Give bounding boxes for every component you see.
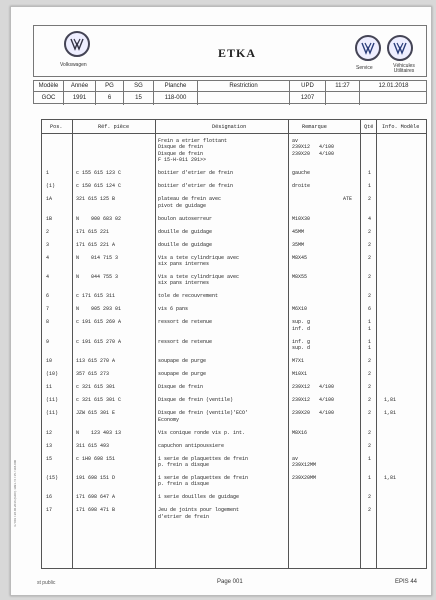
cell-remark: 45MM xyxy=(292,228,305,235)
col-pos: Pos. xyxy=(50,124,63,130)
document-page xyxy=(10,6,432,596)
cell-ref: 171 615 221 xyxy=(76,228,110,235)
cell-ref: 171 615 221 A xyxy=(76,241,116,248)
cell-pos: 15 xyxy=(46,455,53,462)
cell-desc: Vis a tete cylindrique avec xyxy=(158,254,240,261)
cell-qty: 1 xyxy=(368,325,372,332)
cell-desc: ressort de retenue xyxy=(158,319,213,326)
cell-qty: 1 xyxy=(368,183,372,190)
cell-ref: c 321 615 301 C xyxy=(76,397,122,404)
cell-pos: 7 xyxy=(46,306,50,313)
table-row xyxy=(42,443,426,456)
cell-pos: 16 xyxy=(46,494,53,501)
cell-desc: douille de guidage xyxy=(158,228,213,235)
cell-ref: c 191 615 269 A xyxy=(76,319,122,326)
cell-desc: Disque de frein xyxy=(158,150,204,157)
cell-desc: Vis a tete cylindrique avec xyxy=(158,273,240,280)
info-year: Année 1991 xyxy=(64,81,96,105)
info-restriction: Restriction xyxy=(198,81,290,105)
cell-ref: 171 698 647 A xyxy=(76,494,116,501)
info-upd: UPD 1207 xyxy=(290,81,326,105)
cell-desc: 1 serie de plaquettes de frein xyxy=(158,455,249,462)
cell-qty: 2 xyxy=(368,384,372,391)
cell-pos: (10) xyxy=(46,371,59,378)
cell-ref: c 171 615 311 xyxy=(76,293,116,300)
cell-pos: 6 xyxy=(46,293,50,300)
cell-desc: d'etrier de frein xyxy=(158,513,210,520)
cell-desc: p. frein a disque xyxy=(158,461,210,468)
cell-desc: Jeu de joints pour logement xyxy=(158,507,240,514)
cell-qty: 2 xyxy=(368,228,372,235)
cell-desc: six pans internes xyxy=(158,260,210,267)
cell-qty: 2 xyxy=(368,410,372,417)
cell-qty: 2 xyxy=(368,293,372,300)
cell-remark: av xyxy=(292,138,299,144)
cell-pos: 3 xyxy=(46,241,50,248)
cell-ref: c 155 615 123 C xyxy=(76,170,122,177)
cell-desc: douille de guidage xyxy=(158,241,213,248)
cell-ref: c 191 615 270 A xyxy=(76,338,122,345)
cell-qty: 2 xyxy=(368,241,372,248)
table-row xyxy=(42,196,426,215)
footer-right: EPIS 44 xyxy=(395,579,418,585)
cell-ref: 311 615 493 xyxy=(76,442,110,449)
col-desc: Désignation xyxy=(212,124,247,130)
cell-remark: 239X12MM xyxy=(292,461,317,468)
cell-pos: 2 xyxy=(46,228,50,235)
cell-remark: 35MM xyxy=(292,241,305,248)
cell-pos: 13 xyxy=(46,442,53,449)
cell-desc: soupape de purge xyxy=(158,358,207,365)
cell-remark: 239X20MM xyxy=(292,474,317,481)
cell-pos: 12 xyxy=(46,429,53,436)
table-row xyxy=(42,494,426,507)
header-box xyxy=(33,25,427,77)
cell-desc: boitier d'etrier de frein xyxy=(158,183,234,190)
cell-info: 1,81 xyxy=(384,474,397,481)
table-row xyxy=(42,138,426,170)
cell-pos: 4 xyxy=(46,273,50,280)
cell-pos: (15) xyxy=(46,474,59,481)
cell-desc: Disque de frein xyxy=(158,144,204,151)
cell-ref: JZW 615 301 E xyxy=(76,410,116,417)
table-body xyxy=(42,134,426,527)
footer-left: st public xyxy=(37,580,56,586)
cell-remark: 239X12 4/100 xyxy=(292,144,335,151)
cell-pos: (1) xyxy=(46,183,56,190)
footer-page: Page 001 xyxy=(217,579,243,585)
cell-remark: av xyxy=(292,455,299,462)
table-row xyxy=(42,242,426,255)
table-row xyxy=(42,274,426,293)
table-row xyxy=(42,384,426,397)
table-row xyxy=(42,170,426,183)
table-row xyxy=(42,507,426,526)
table-row xyxy=(42,229,426,242)
cell-qty: 1 xyxy=(368,474,372,481)
table-row xyxy=(42,430,426,443)
cell-ref: c 1H0 698 151 xyxy=(76,455,116,462)
cell-ref: 113 615 270 A xyxy=(76,358,116,365)
cell-desc: 1 serie de plaquettes de frein xyxy=(158,474,249,481)
table-row xyxy=(42,306,426,319)
cell-remark: sup. d xyxy=(292,345,311,352)
cell-qty: 2 xyxy=(368,254,372,261)
cell-ref: 171 698 471 B xyxy=(76,507,116,514)
cell-desc: Economy xyxy=(158,416,180,423)
cell-ref: c 150 615 124 C xyxy=(76,183,122,190)
page-title: ETKA xyxy=(218,46,257,60)
vehicle-info-bar xyxy=(33,80,427,104)
col-info: Info. Modèle xyxy=(382,124,420,130)
cell-pos: 8 xyxy=(46,319,50,326)
cell-remark: M8X55 xyxy=(292,273,308,280)
table-row xyxy=(42,371,426,384)
cell-qty: 2 xyxy=(368,429,372,436)
cell-pos: 1A xyxy=(46,196,53,203)
parts-table xyxy=(41,119,427,569)
cell-remark: gauche xyxy=(292,170,311,177)
cell-pos: (11) xyxy=(46,397,59,404)
table-row xyxy=(42,216,426,229)
cell-remark: ATE xyxy=(292,196,353,203)
cell-qty: 2 xyxy=(368,196,372,203)
cell-qty: 2 xyxy=(368,507,372,514)
cell-info: 1,81 xyxy=(384,397,397,404)
cell-pos: 4 xyxy=(46,254,50,261)
cell-remark: inf. d xyxy=(292,325,311,332)
cell-remark: sup. g xyxy=(292,319,311,326)
cell-pos: 11 xyxy=(46,384,53,391)
cell-desc: soupape de purge xyxy=(158,371,207,378)
cell-remark: M10X1 xyxy=(292,371,308,378)
service-label: Service xyxy=(356,65,373,71)
cell-remark: inf. g xyxy=(292,338,311,345)
cell-ref: N 905 293 01 xyxy=(76,306,122,313)
cell-remark: 239X20 4/100 xyxy=(292,410,335,417)
table-row xyxy=(42,255,426,274)
col-ref: Réf. pièce xyxy=(98,124,130,130)
table-row xyxy=(42,475,426,494)
cell-qty: 4 xyxy=(368,215,372,222)
cell-desc: pivot de guidage xyxy=(158,202,207,209)
cell-desc: boulon autoserreur xyxy=(158,215,213,222)
cell-desc: Disque de frein (ventile)'ECO' xyxy=(158,410,249,417)
cell-qty: 1 xyxy=(368,455,372,462)
cell-ref: c 321 615 301 xyxy=(76,384,116,391)
cell-pos: 1B xyxy=(46,215,53,222)
cell-remark: M10X30 xyxy=(292,215,311,222)
cell-qty: 2 xyxy=(368,442,372,449)
cell-pos: (11) xyxy=(46,410,59,417)
cell-desc: F 15-H-011 291>> xyxy=(158,157,207,164)
cell-pos: 17 xyxy=(46,507,53,514)
cell-desc: capuchon antipoussiere xyxy=(158,442,225,449)
info-pg: PG 6 xyxy=(96,81,124,105)
cell-qty: 2 xyxy=(368,358,372,365)
cell-qty: 1 xyxy=(368,170,372,177)
table-row xyxy=(42,319,426,338)
cell-desc: 1 serie douilles de guidage xyxy=(158,494,240,501)
cell-ref: 191 698 151 D xyxy=(76,474,116,481)
cell-qty: 6 xyxy=(368,306,372,313)
cell-remark: M8X16 xyxy=(292,429,308,436)
cell-desc: Vis conique ronde vis p. int. xyxy=(158,429,246,436)
cell-remark: 239X20 4/100 xyxy=(292,150,335,157)
cell-ref: 357 615 273 xyxy=(76,371,110,378)
table-row xyxy=(42,410,426,429)
cell-desc: vis 6 pans xyxy=(158,306,189,313)
vw-utility-logo-icon xyxy=(387,35,413,61)
table-row xyxy=(42,293,426,306)
volkswagen-logo-icon xyxy=(64,31,90,57)
cell-ref: N 900 683 02 xyxy=(76,215,122,222)
cell-desc: p. frein a disque xyxy=(158,481,210,488)
cell-remark: M6X10 xyxy=(292,306,308,313)
info-time: 11:27 xyxy=(326,81,360,105)
cell-desc: Disque de frein xyxy=(158,384,204,391)
table-row xyxy=(42,183,426,196)
info-planche: Planche 118-000 xyxy=(154,81,198,105)
table-row xyxy=(42,456,426,475)
cell-qty: 1 xyxy=(368,338,372,345)
cell-desc: Disque de frein (ventile) xyxy=(158,397,234,404)
cell-qty: 1 xyxy=(368,319,372,326)
cell-qty: 2 xyxy=(368,494,372,501)
cell-remark: 239X12 4/100 xyxy=(292,384,335,391)
cell-pos: 1 xyxy=(46,170,50,177)
vw-service-logo-icon xyxy=(355,35,381,61)
table-row xyxy=(42,397,426,410)
cell-desc: plateau de frein avec xyxy=(158,196,222,203)
cell-pos: 9 xyxy=(46,338,50,345)
cell-desc: boitier d'etrier de frein xyxy=(158,170,234,177)
cell-ref: N 014 715 3 xyxy=(76,254,119,261)
info-date: 12.01.2018 xyxy=(360,81,427,105)
table-row xyxy=(42,358,426,371)
cell-remark: M8X45 xyxy=(292,254,308,261)
cell-ref: N 044 755 3 xyxy=(76,273,119,280)
utility-label: Véhicules Utilitaires xyxy=(393,63,415,74)
cell-desc: Frein a etrier flottant xyxy=(158,138,228,144)
cell-desc: tole de recouvrement xyxy=(158,293,219,300)
cell-remark: 239X12 4/100 xyxy=(292,397,335,404)
brand-label: Volkswagen xyxy=(60,62,87,68)
cell-qty: 2 xyxy=(368,371,372,378)
col-qty: Qté xyxy=(364,124,374,130)
table-header xyxy=(42,120,426,134)
cell-qty: 2 xyxy=(368,397,372,404)
cell-qty: 2 xyxy=(368,273,372,280)
cell-info: 1,81 xyxy=(384,410,397,417)
col-remark: Remarque xyxy=(302,124,327,130)
cell-remark: droite xyxy=(292,183,311,190)
cell-remark: M7X1 xyxy=(292,358,305,365)
cell-desc: six pans internes xyxy=(158,280,210,287)
cell-ref: N 123 403 13 xyxy=(76,429,122,436)
cell-pos: 10 xyxy=(46,358,53,365)
info-sg: SG 15 xyxy=(124,81,154,105)
cell-qty: 1 xyxy=(368,345,372,352)
cell-ref: 321 615 125 B xyxy=(76,196,116,203)
cell-desc: ressort de retenue xyxy=(158,338,213,345)
side-print-text: 4 / 001 / 28.06.2016 (GOC) 1991 / 6 / 15 / 118-000 xyxy=(13,459,17,527)
info-model: Modèle GOC xyxy=(34,81,64,105)
table-row xyxy=(42,339,426,358)
